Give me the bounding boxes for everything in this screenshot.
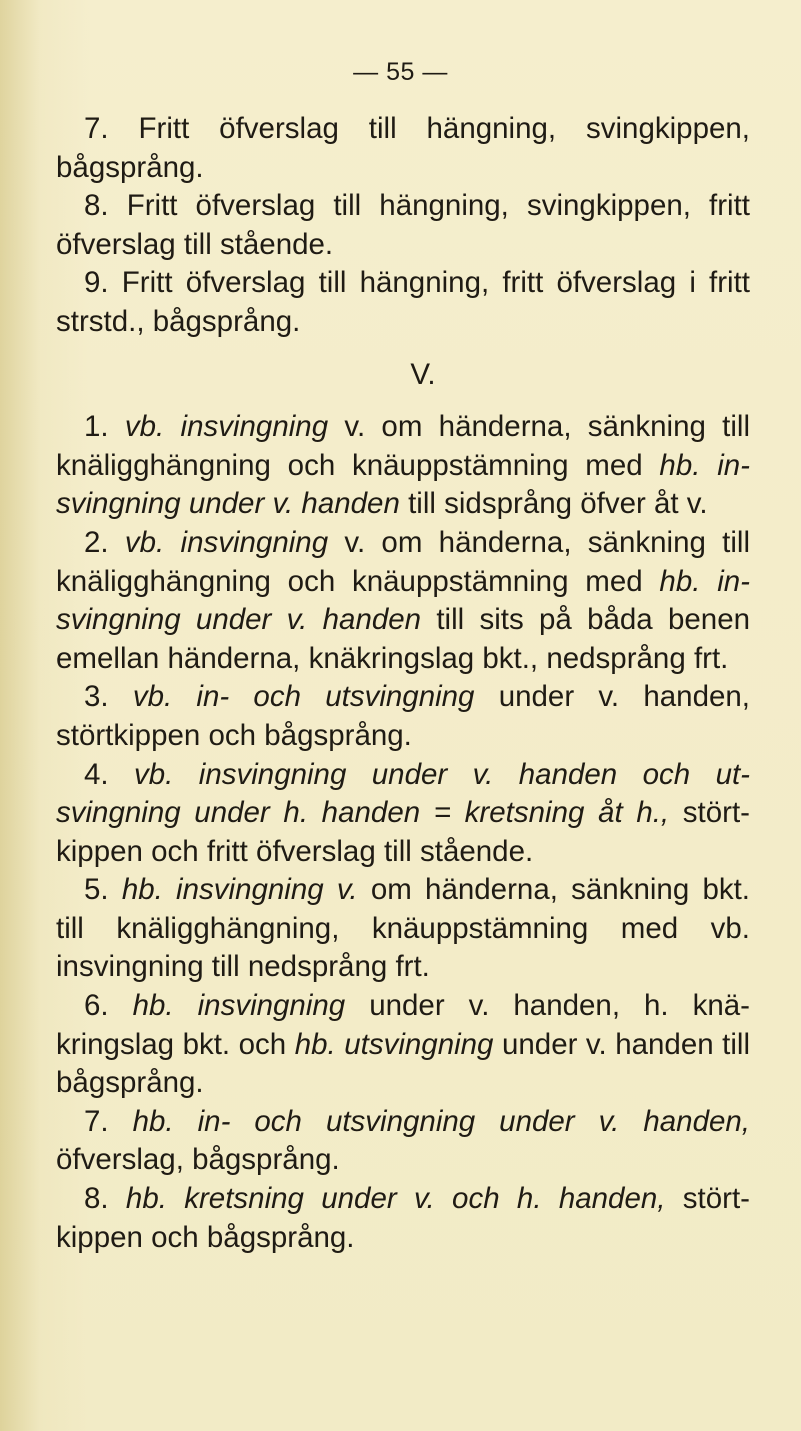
page-body xyxy=(56,110,750,1257)
list-item xyxy=(56,756,750,872)
item-number: 7. xyxy=(84,112,109,145)
item-text: under v. handen, störtkippen och bågsprång. xyxy=(56,680,750,752)
list-item xyxy=(56,187,750,264)
list-item xyxy=(56,871,750,987)
item-text: stört- kippen och fritt öfverslag till stående. xyxy=(56,796,750,868)
page-number: — 55 — xyxy=(353,58,448,86)
item-text: Fritt öfverslag till hängning, svingkippen, fritt öfverslag till stående. xyxy=(56,189,750,261)
item-text: till sits på båda benen emellan händerna, knäkringslag bkt., nedsprång frt. xyxy=(56,603,751,675)
item-italic: hb. utsvingning xyxy=(294,1027,494,1061)
item-italic: vb. insvingning under v. handen och ut- svingning under h. handen = kretsning åt h., xyxy=(56,757,750,830)
list-item xyxy=(56,110,750,187)
item-text: v. om händerna, sänkning till knäligghängning och knäuppstämning med xyxy=(56,525,751,598)
item-text: v. om händerna, sänkning till knäligghängning och knäuppstämning med xyxy=(56,410,751,482)
list-item xyxy=(56,408,750,524)
item-italic: hb. in- och utsvingning under v. handen, xyxy=(132,1104,750,1138)
item-number: 9. xyxy=(84,266,109,300)
item-text: till sidsprång öfver åt v. xyxy=(399,487,708,521)
item-number: 1. xyxy=(84,410,109,444)
item-text: öfverslag, bågsprång. xyxy=(56,1143,340,1177)
list-item xyxy=(56,1180,750,1257)
list-item xyxy=(56,264,750,341)
item-italic: vb. in- och utsvingning xyxy=(132,680,475,714)
list-item xyxy=(56,1103,750,1180)
item-number: 6. xyxy=(84,989,109,1023)
item-text: Fritt öfverslag till hängning, fritt öfverslag i fritt strstd., bågsprång. xyxy=(56,266,750,338)
item-number: 3. xyxy=(84,680,109,714)
item-italic: hb. insvingning v. xyxy=(121,873,358,907)
item-text: under v. handen till bågsprång. xyxy=(56,1027,750,1100)
item-number: 8. xyxy=(84,1182,109,1216)
item-italic: vb. insvingning xyxy=(124,410,329,444)
item-number: 8. xyxy=(84,189,109,223)
item-number: 5. xyxy=(84,873,109,907)
list-item xyxy=(56,678,750,755)
item-italic: vb. insvingning xyxy=(124,525,329,559)
list-item xyxy=(56,987,750,1103)
item-italic: hb. kretsning under v. och h. handen, xyxy=(125,1182,666,1216)
item-text: stört- kippen och bågsprång. xyxy=(56,1182,750,1254)
item-text: om händerna, sänkning bkt. till knäligghängning, knäuppstämning med vb. insvingning till nedsprång frt. xyxy=(56,873,750,984)
item-number: 7. xyxy=(84,1104,109,1138)
item-number: 4. xyxy=(84,757,109,791)
item-text: under v. handen, h. knä- kringslag bkt. och xyxy=(56,989,751,1061)
section-heading: V. xyxy=(410,357,436,391)
list-item xyxy=(56,524,750,678)
item-italic: hb. in- svingning under v. handen xyxy=(56,564,750,637)
item-text: Fritt öfverslag till hängning, svingkippen, bågsprång. xyxy=(56,112,750,184)
item-number: 2. xyxy=(84,525,109,559)
item-italic: hb. insvingning xyxy=(132,989,346,1023)
item-italic: hb. in- svingning under v. handen xyxy=(56,448,750,521)
